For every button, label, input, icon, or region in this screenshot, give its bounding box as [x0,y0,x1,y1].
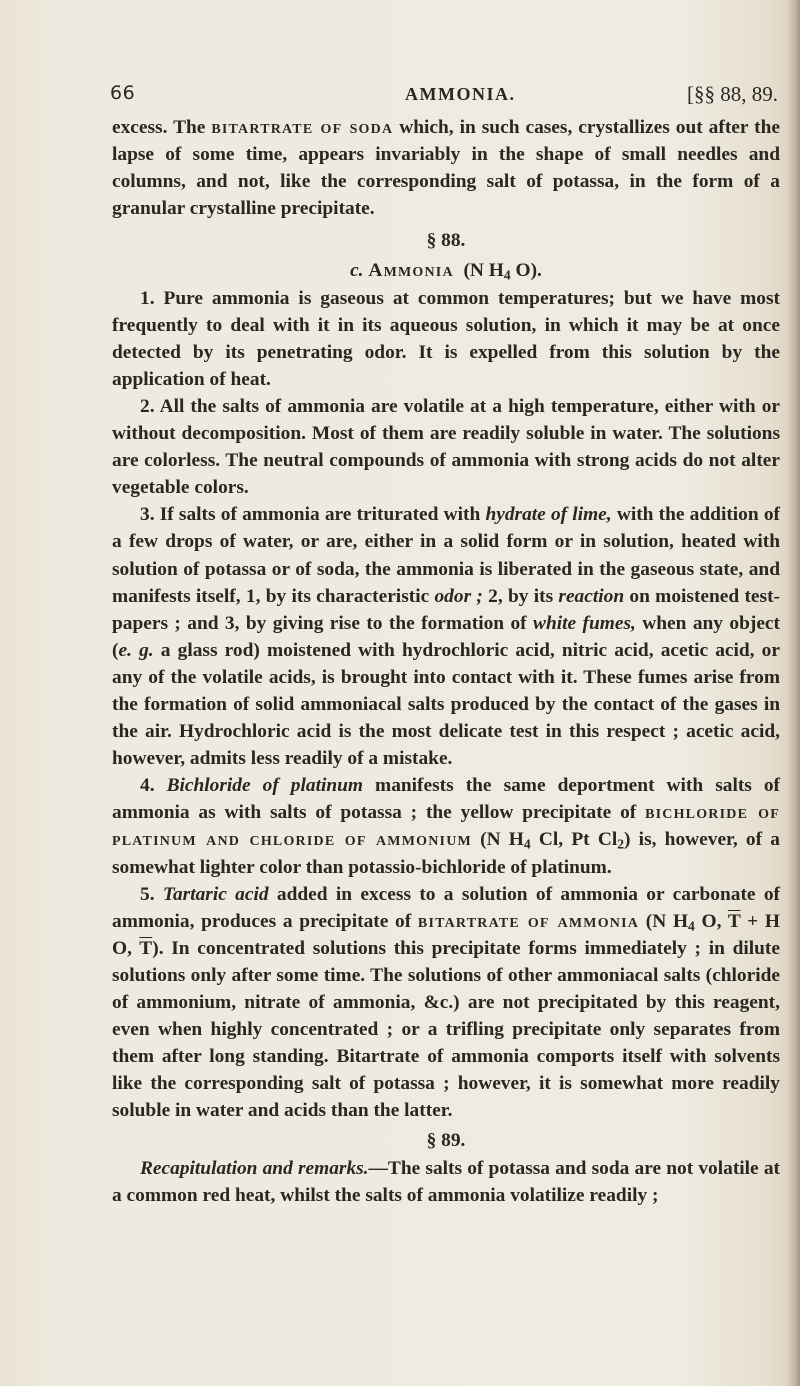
page-edge-shadow [786,0,800,1386]
paragraph-4: 4. Bichloride of platinum manifests the same deportment with salts of ammonia as with salts of potassa ; the yellow precipitate of bichloride of platinum and chloride of ammonium (N $H_4$ Cl, Pt $Cl_2$) is, however, of a somewhat lighter color than potassio-bichloride of platinum. [112,775,781,878]
paragraph-2: 2. All the salts of ammonia are volatile at a high temperature, either with or without decomposition. Most of them are readily soluble in water. The solutions are colorless. The neutral compounds of ammonia with strong acids do not alter vegetable colors. [112,395,780,499]
section-88-mark: § 88. [426,230,466,252]
page-number: 66 [110,82,136,104]
term-bitartrate-of-soda: bitartrate of soda [211,117,394,138]
paragraph-recapitulation: Recapitulation and remarks.—The salts of potassa and soda are not volatile at a common red heat, whilst the salts of ammonia volatilize readily ; [112,1157,780,1206]
section-89-mark: § 89. [426,1130,466,1152]
section-reference: [§§ 88, 89. [687,82,778,106]
section-88-title: c. Ammonia (N $H_4$ O). [350,260,542,283]
paragraph-5: 5. Tartaric acid added in excess to a solution of ammonia or carbonate of ammonia, produces a precipitate of bitartrate of ammonia (N $H_4$ O, $\overline{T} + H$ O, $\overline{T}$). In concentrated solutions this precipitate forms immediately ; in dilute solutions only after some time. The solutions of other ammoniacal salts (chloride of ammonium, nitrate of ammonia, &c.) are not precipitated by this reagent, even when highly concentrated ; or a trifling precipitate only separates from them after long standing. Bitartrate of ammonia comports itself with solvents like the corresponding salt of potassa ; however, it is somewhat more readily soluble in water and acids than the latter. [112,883,781,1122]
page-header [110,82,790,110]
paragraph-excess: excess. The bitartrate of soda which, in such cases, crystallizes out after the lapse of some time, appears invariably in the shape of small needles and columns, and not, like the corresponding salt of potassa, in the form of a granular crystalline precipitate. [112,117,780,220]
paragraph-1: 1. Pure ammonia is gaseous at common temperatures; but we have most frequently to deal with it in its aqueous solution, in which it may be at once detected by its penetrating odor. It is expelled from this solution by the application of heat. [112,287,780,390]
paragraph-3: 3. If salts of ammonia are triturated with hydrate of lime, with the addition of a few drops of water, or are, either in a solid form or in solution, heated with solution of potassa or of soda, the ammonia is liberated in the gaseous state, and manifests itself, 1, by its characteristic odor ; 2, by its reaction on moistened test-papers ; and 3, by giving rise to the formation of white fumes, when any object (e. g. a glass rod) moistened with hydrochloric acid, nitric acid, acetic acid, or any of the volatile acids, is brought into contact with it. These fumes arise from the formation of solid ammoniacal salts produced by the contact of the gases in the air. Hydrochloric acid is the most delicate test in this respect ; acetic acid, however, admits less readily of a mistake. [112,504,780,770]
body-text [112,114,780,1209]
running-head: AMMONIA. [405,84,516,104]
